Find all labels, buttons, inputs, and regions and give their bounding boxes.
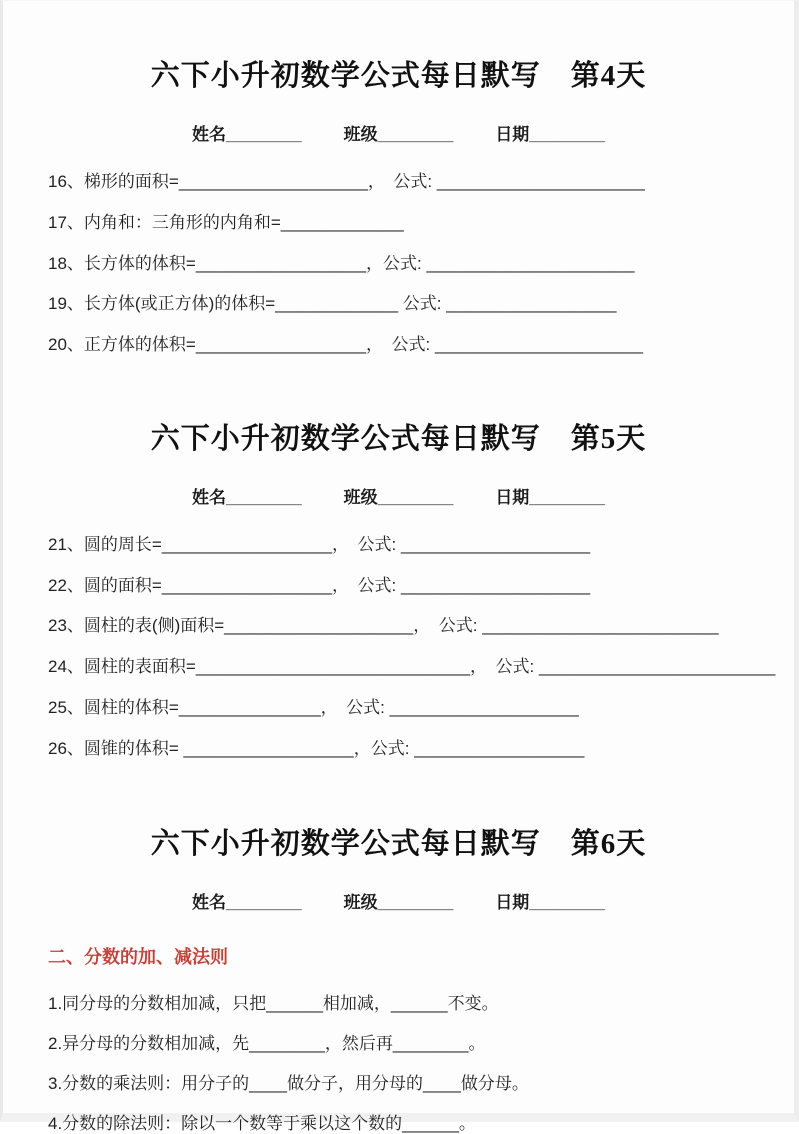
worksheet-item-22: 22、圆的面积=__________________， 公式: ____________________	[48, 575, 752, 597]
section-title-day4: 六下小升初数学公式每日默写 第4天	[3, 53, 794, 94]
name-field-label: 姓名________	[192, 483, 302, 508]
class-field-label: 班级________	[344, 483, 454, 508]
section-day6	[3, 821, 794, 1134]
rule-item-1: 1.同分母的分数相加减，只把______相加减，______不变。	[48, 993, 752, 1015]
items-day5	[3, 534, 794, 760]
section-day5	[3, 416, 794, 760]
worksheet-item-26: 26、圆锥的体积= __________________，公式: __________________	[48, 738, 752, 760]
name-field-label: 姓名________	[192, 888, 302, 913]
worksheet-item-23: 23、圆柱的表(侧)面积=____________________， 公式: _________________________	[48, 615, 752, 637]
section-title-day5: 六下小升初数学公式每日默写 第5天	[3, 416, 794, 457]
section-title-day6: 六下小升初数学公式每日默写 第6天	[3, 821, 794, 862]
items-day4	[3, 171, 794, 356]
rule-item-2: 2.异分母的分数相加减，先________，然后再________。	[48, 1033, 752, 1055]
name-class-date-line	[3, 483, 794, 508]
worksheet-item-19: 19、长方体(或正方体)的体积=_____________ 公式: __________________	[48, 293, 752, 315]
worksheet-item-17: 17、内角和：三角形的内角和=_____________	[48, 212, 752, 234]
rule-item-4: 4.分数的除法则：除以一个数等于乘以这个数的______。	[48, 1113, 752, 1134]
class-field-label: 班级________	[344, 888, 454, 913]
name-class-date-line	[3, 888, 794, 913]
date-field-label: 日期________	[495, 120, 605, 145]
name-field-label: 姓名________	[192, 120, 302, 145]
name-class-date-line	[3, 120, 794, 145]
fraction-rules-heading: 二、分数的加、减法则	[3, 943, 794, 969]
items-day6	[3, 993, 794, 1134]
worksheet-item-16: 16、梯形的面积=____________________， 公式: ______________________	[48, 171, 752, 193]
section-day4	[3, 53, 794, 356]
worksheet-item-24: 24、圆柱的表面积=_____________________________， 公式: _________________________	[48, 656, 752, 678]
worksheet-item-25: 25、圆柱的体积=_______________， 公式: ____________________	[48, 697, 752, 719]
worksheet-item-18: 18、长方体的体积=__________________，公式: ______________________	[48, 253, 752, 275]
rule-item-3: 3.分数的乘法则：用分子的____做分子，用分母的____做分母。	[48, 1073, 752, 1095]
date-field-label: 日期________	[495, 483, 605, 508]
worksheet-item-20: 20、正方体的体积=__________________， 公式: ______________________	[48, 334, 752, 356]
class-field-label: 班级________	[344, 120, 454, 145]
worksheet-item-21: 21、圆的周长=__________________， 公式: ____________________	[48, 534, 752, 556]
date-field-label: 日期________	[495, 888, 605, 913]
